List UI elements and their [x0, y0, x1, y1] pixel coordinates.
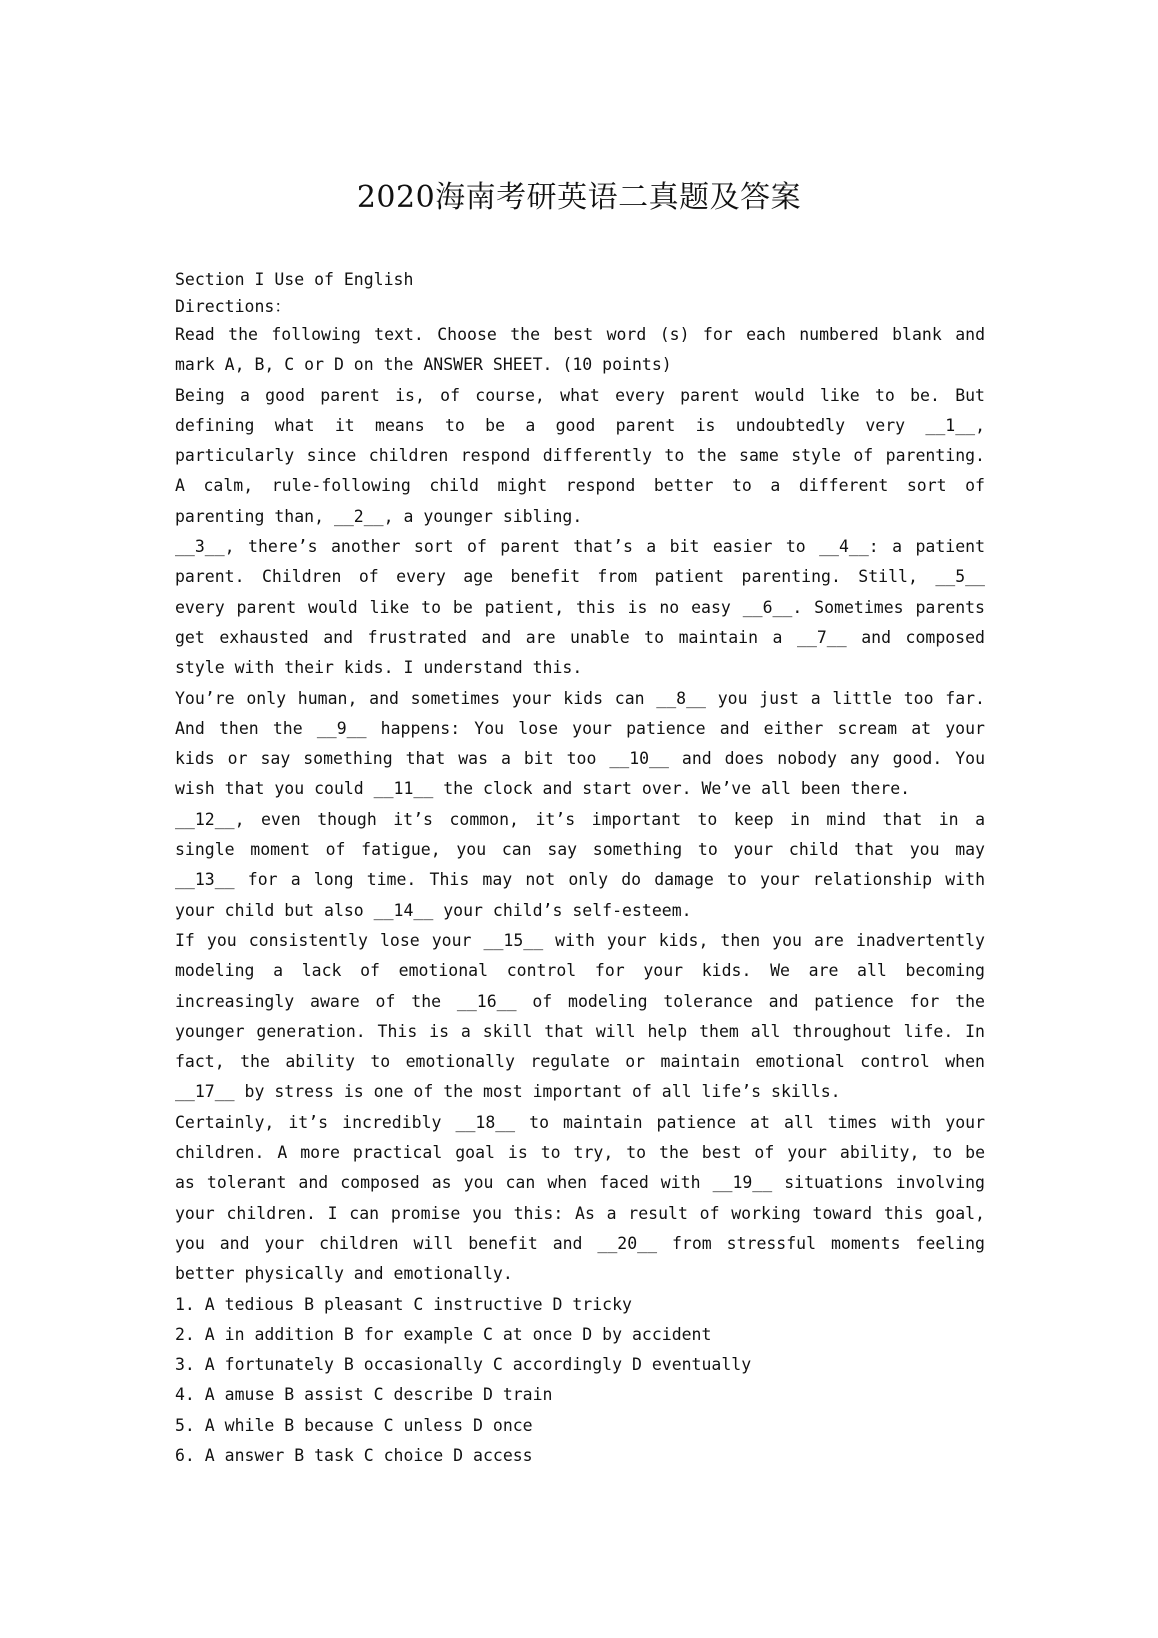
text-line: 1. A tedious B pleasant C instructive D tricky: [175, 1294, 632, 1314]
text-line: And then the __9__ happens: You lose your patience and either scream at your: [175, 718, 985, 738]
text-line: parent. Children of every age benefit from patient parenting. Still, __5__: [175, 567, 985, 587]
text-line: get exhausted and frustrated and are unable to maintain a __7__ and composed: [175, 627, 985, 647]
text-line: A calm, rule-following child might respond better to a different sort of: [175, 476, 985, 496]
text-line: 3. A fortunately B occasionally C accordingly D eventually: [175, 1355, 752, 1375]
text-line: as tolerant and composed as you can when faced with __19__ situations involving: [175, 1173, 985, 1193]
text-line: defining what it means to be a good parent is undoubtedly very __1__,: [175, 415, 985, 435]
text-line: your child but also __14__ your child’s self-esteem.: [175, 900, 692, 920]
text-line: modeling a lack of emotional control for your kids. We are all becoming: [175, 961, 985, 981]
text-line: Certainly, it’s incredibly __18__ to maintain patience at all times with your: [175, 1112, 985, 1132]
text-line: mark A, B, C or D on the ANSWER SHEET. (10 points): [175, 355, 672, 375]
text-line: Section I Use of English: [175, 270, 414, 289]
text-line: you and your children will benefit and __20__ from stressful moments feeling: [175, 1233, 985, 1253]
text-line: style with their kids. I understand this.: [175, 658, 583, 678]
text-line: every parent would like to be patient, this is no easy __6__. Sometimes parents: [175, 597, 985, 617]
text-line: single moment of fatigue, you can say something to your child that you may: [175, 840, 985, 860]
text-line: __3__, there’s another sort of parent that’s a bit easier to __4__: a patient: [175, 537, 985, 557]
text-line: Directions：: [175, 297, 291, 316]
text-line: __12__, even though it’s common, it’s important to keep in mind that in a: [175, 809, 985, 829]
document-body: [175, 266, 985, 1471]
text-line: kids or say something that was a bit too __10__ and does nobody any good. You: [175, 749, 985, 769]
text-line: __17__ by stress is one of the most important of all life’s skills.: [175, 1082, 841, 1102]
text-line: 2. A in addition B for example C at once D by accident: [175, 1324, 712, 1344]
text-line: better physically and emotionally.: [175, 1264, 513, 1284]
text-line: 5. A while B because C unless D once: [175, 1415, 533, 1435]
text-line: 4. A amuse B assist C describe D train: [175, 1385, 553, 1405]
text-line: children. A more practical goal is to try, to the best of your ability, to be: [175, 1143, 985, 1163]
text-line: 6. A answer B task C choice D access: [175, 1445, 533, 1465]
text-line: particularly since children respond differently to the same style of parenting.: [175, 446, 985, 466]
document-title: 2020海南考研英语二真题及答案: [356, 180, 802, 215]
text-line: fact, the ability to emotionally regulate or maintain emotional control when: [175, 1052, 985, 1072]
text-line: parenting than, __2__, a younger sibling.: [175, 506, 583, 526]
text-line: Read the following text. Choose the best word (s) for each numbered blank and: [175, 325, 985, 344]
text-line: You’re only human, and sometimes your kids can __8__ you just a little too far.: [175, 688, 985, 708]
text-line: younger generation. This is a skill that will help them all throughout life. In: [175, 1021, 985, 1041]
text-line: __13__ for a long time. This may not only do damage to your relationship with: [175, 870, 985, 890]
text-line: increasingly aware of the __16__ of modeling tolerance and patience for the: [175, 991, 985, 1011]
text-line: wish that you could __11__ the clock and start over. We’ve all been there.: [175, 779, 911, 799]
text-line: Being a good parent is, of course, what every parent would like to be. But: [175, 385, 985, 405]
text-line: your children. I can promise you this: As a result of working toward this goal,: [175, 1203, 985, 1223]
text-line: If you consistently lose your __15__ with your kids, then you are inadvertently: [175, 930, 985, 950]
